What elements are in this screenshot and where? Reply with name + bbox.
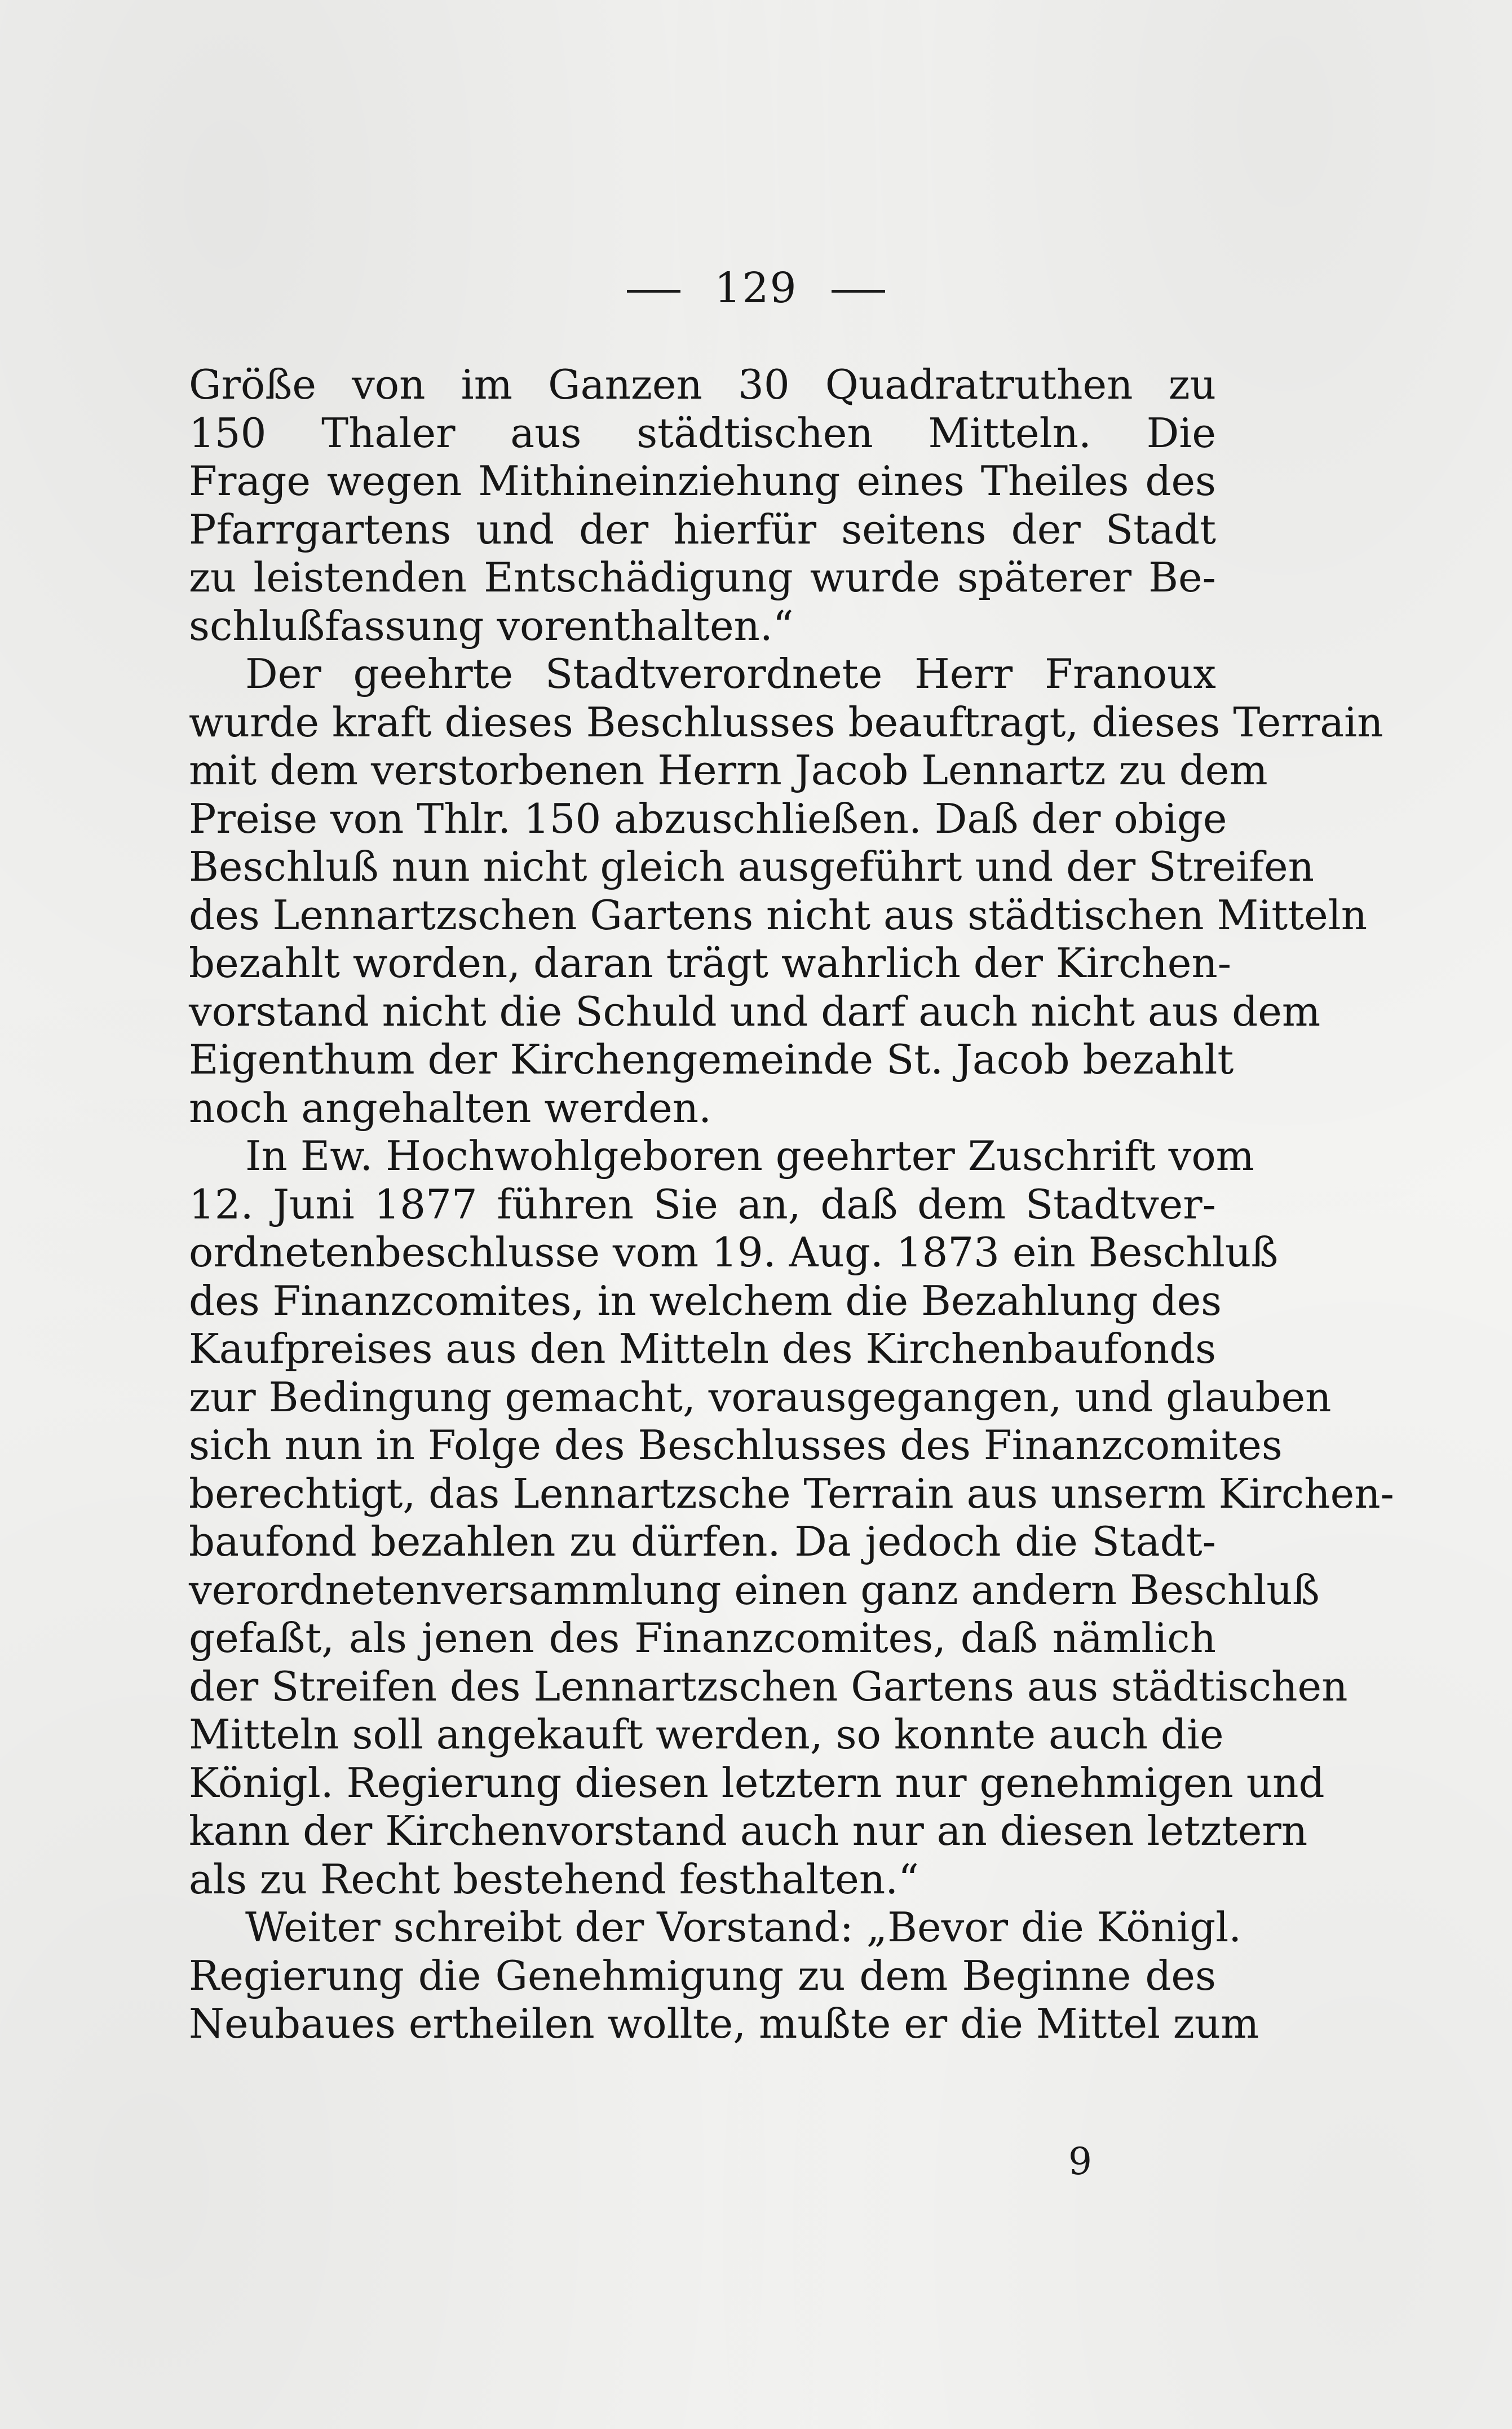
text-line: als zu Recht bestehend festhalten.“ xyxy=(189,1855,919,1903)
text-line: Beschluß nun nicht gleich ausgeführt und der Streifen xyxy=(189,843,1315,890)
text-line: vorstand nicht die Schuld und darf auch nicht aus dem xyxy=(189,987,1321,1035)
text-line: gefaßt, als jenen des Finanzcomites, daß nämlich xyxy=(189,1614,1216,1662)
text-line: schlußfassung vorenthalten.“ xyxy=(189,602,794,650)
text-line: 150 Thaler aus städtischen Mitteln. Die xyxy=(189,409,1216,457)
text-line: Neubaues ertheilen wollte, mußte er die Mittel zum xyxy=(189,2000,1259,2047)
text-line: Regierung die Genehmigung zu dem Beginne des xyxy=(189,1951,1216,1999)
text-line: verordnetenversammlung einen ganz andern Beschluß xyxy=(189,1566,1320,1614)
text-line: Kaufpreises aus den Mitteln des Kirchenbaufonds xyxy=(189,1325,1217,1372)
text-line: zur Bedingung gemacht, vorausgegangen, und glauben xyxy=(189,1373,1332,1421)
text-line: sich nun in Folge des Beschlusses des Finanzcomites xyxy=(189,1421,1283,1469)
text-line: zu leistenden Entschädigung wurde späterer Be- xyxy=(189,554,1216,601)
body-text xyxy=(189,361,1394,2048)
text-line: ordnetenbeschlusse vom 19. Aug. 1873 ein Beschluß xyxy=(189,1229,1279,1276)
text-line: bezahlt worden, daran trägt wahrlich der Kirchen- xyxy=(189,939,1232,987)
page-header xyxy=(0,264,1512,312)
text-line: Mitteln soll angekauft werden, so konnte auch die xyxy=(189,1711,1224,1758)
text-line: Eigenthum der Kirchengemeinde St. Jacob bezahlt xyxy=(189,1036,1234,1083)
text-line: Preise von Thlr. 150 abzuschließen. Daß der obige xyxy=(189,794,1227,842)
page-number: 129 xyxy=(714,264,798,312)
text-line: Weiter schreibt der Vorstand: „Bevor die Königl. xyxy=(245,1904,1242,1951)
text-line: Frage wegen Mithineinziehung eines Theiles des xyxy=(189,457,1216,505)
text-line: Königl. Regierung diesen letztern nur genehmigen und xyxy=(189,1759,1325,1807)
text-line: Größe von im Ganzen 30 Quadratruthen zu xyxy=(189,361,1216,408)
text-line: 12. Juni 1877 führen Sie an, daß dem Stadtver- xyxy=(189,1180,1216,1228)
header-dash-right xyxy=(832,290,885,293)
text-line: wurde kraft dieses Beschlusses beauftragt, dieses Terrain xyxy=(189,698,1383,746)
text-line: mit dem verstorbenen Herrn Jacob Lennartz zu dem xyxy=(189,747,1268,794)
text-line: Pfarrgartens und der hierfür seitens der Stadt xyxy=(189,505,1216,553)
text-line: der Streifen des Lennartzschen Gartens aus städtischen xyxy=(189,1662,1348,1710)
text-line: In Ew. Hochwohlgeboren geehrter Zuschrift vom xyxy=(245,1132,1254,1180)
text-line: des Lennartzschen Gartens nicht aus städtischen Mitteln xyxy=(189,891,1368,939)
text-line: des Finanzcomites, in welchem die Bezahlung des xyxy=(189,1277,1222,1324)
text-line: Der geehrte Stadtverordnete Herr Franoux xyxy=(245,650,1216,697)
text-line: noch angehalten werden. xyxy=(189,1084,712,1132)
text-line: baufond bezahlen zu dürfen. Da jedoch die Stadt- xyxy=(189,1518,1216,1565)
header-dash-left xyxy=(627,290,680,293)
text-line: kann der Kirchenvorstand auch nur an diesen letztern xyxy=(189,1807,1308,1854)
text-line: berechtigt, das Lennartzsche Terrain aus unserm Kirchen- xyxy=(189,1469,1394,1517)
signature-mark: 9 xyxy=(1068,2140,1092,2183)
